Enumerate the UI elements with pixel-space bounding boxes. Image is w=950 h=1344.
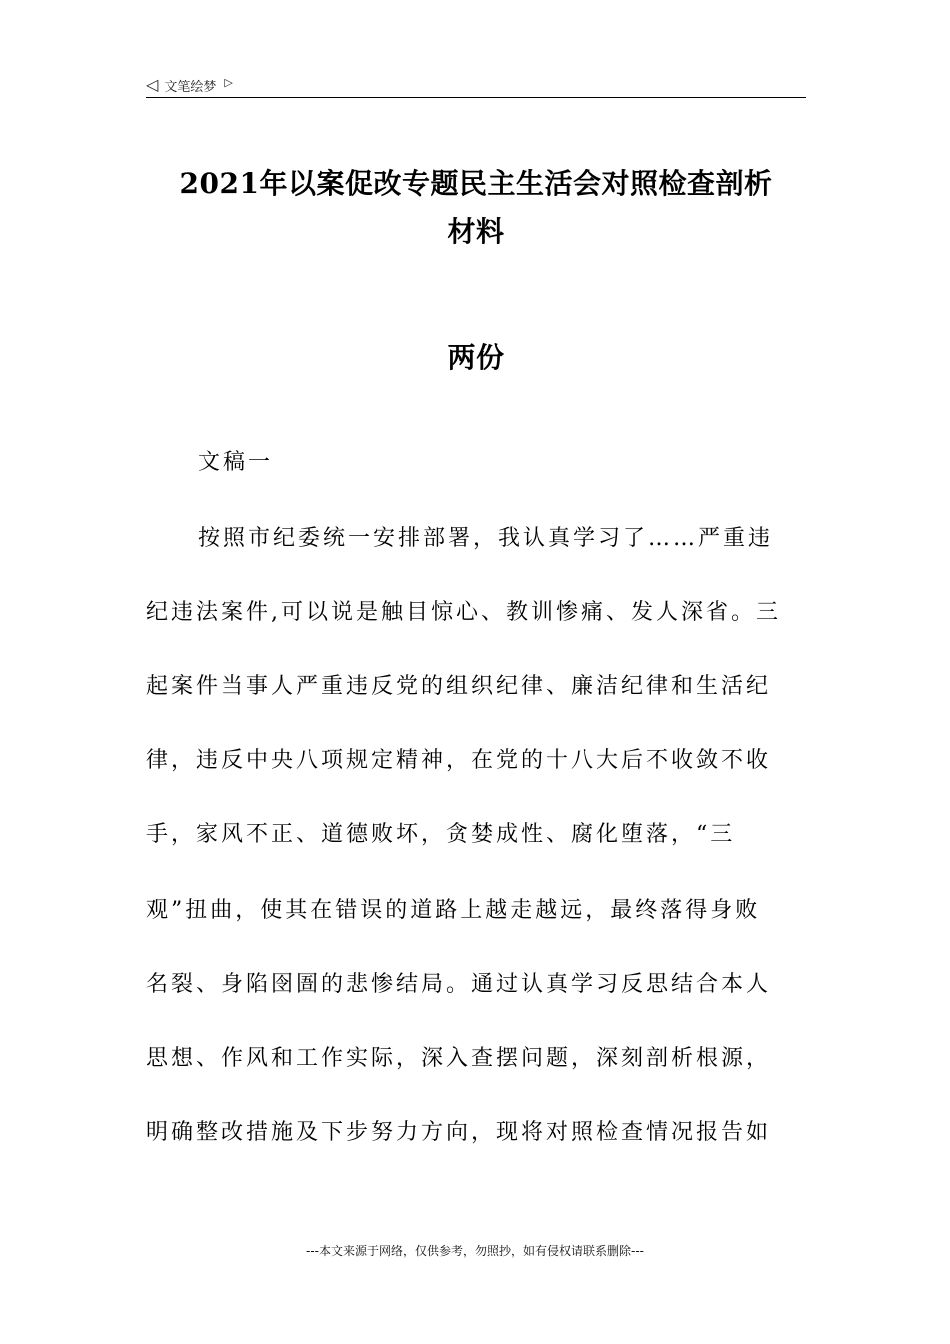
left-triangle-icon: ◁	[146, 75, 159, 94]
right-triangle-icon: ▷	[224, 75, 233, 89]
paragraph-line: 明确整改措施及下步努力方向，现将对照检查情况报告如	[146, 1120, 772, 1145]
paragraph-line: 按照市纪委统一安排部署，我认真学习了……严重违	[198, 526, 774, 551]
document-subtitle: 两份	[447, 341, 505, 374]
document-title-line-1: 2021年以案促改专题民主生活会对照检查剖析	[179, 167, 773, 200]
paragraph-line: 名裂、身陷囹圄的悲惨结局。通过认真学习反思结合本人	[146, 972, 772, 997]
document-title-line-2: 材料	[447, 215, 505, 248]
header-divider	[146, 97, 806, 98]
header-brand: 文笔绘梦	[164, 79, 217, 95]
paragraph-line: 观”扭曲，使其在错误的道路上越走越远，最终落得身败	[146, 898, 761, 923]
section-label: 文稿一	[198, 450, 274, 475]
page-header	[146, 72, 806, 98]
paragraph-line: 起案件当事人严重违反党的组织纪律、廉洁纪律和生活纪	[146, 674, 772, 699]
paragraph-line: 思想、作风和工作实际，深入查摆问题，深刻剖析根源，	[146, 1046, 772, 1071]
page-footer-disclaimer: ---本文来源于网络，仅供参考，勿照抄，如有侵权请联系删除---	[306, 1244, 644, 1258]
paragraph-line: 纪违法案件,可以说是触目惊心、教训惨痛、发人深省。三	[146, 600, 781, 625]
paragraph-line: 手，家风不正、道德败坏，贪婪成性、腐化堕落，“三	[146, 822, 736, 847]
paragraph-line: 律，违反中央八项规定精神，在党的十八大后不收敛不收	[146, 748, 772, 773]
